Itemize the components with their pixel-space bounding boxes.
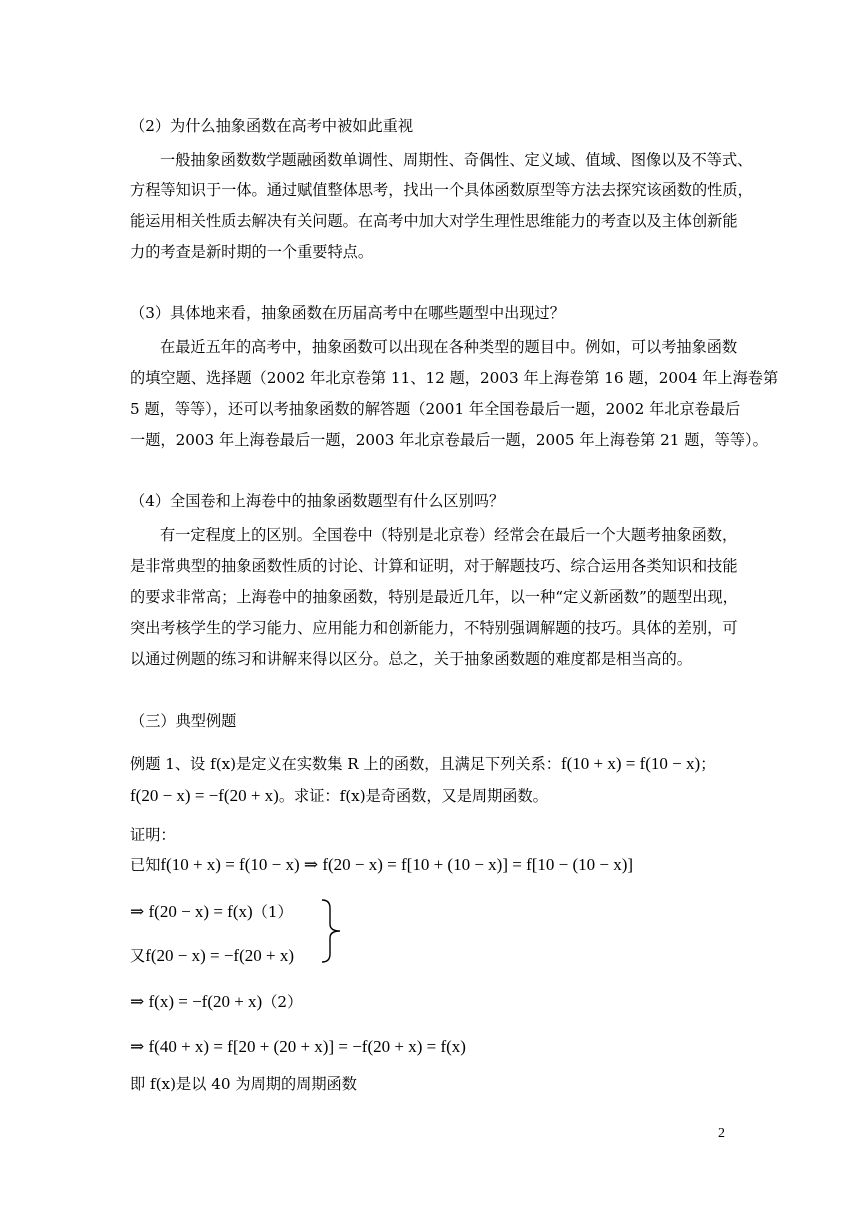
proof-step-2-tag: （1） xyxy=(252,903,293,921)
section-3-paragraph-line: 一题，2003 年上海卷最后一题，2003 年北京卷最后一题，2005 年上海卷第 21 题，等等）。 xyxy=(130,431,768,449)
proof-step-2-math: ⇒ f(20 − x) = f(x) xyxy=(130,902,253,921)
section-4-paragraph-line: 以通过例题的练习和讲解来得以区分。总之，关于抽象函数题的难度都是相当高的。 xyxy=(130,650,692,668)
right-brace xyxy=(318,898,346,964)
section-4-paragraph-line: 的要求非常高；上海卷中的抽象函数，特别是最近几年，以一种“定义新函数”的题型出现， xyxy=(130,588,738,606)
example-1-text: 例题 1、设 f(x)是定义在实数集 R 上的函数，且满足下列关系： xyxy=(130,755,561,773)
proof-step-3-math: f(20 − x) = −f(20 + x) xyxy=(145,946,295,965)
proof-step-3-prefix: 又 xyxy=(130,947,146,965)
example-1-condition-1: f(10 + x) = f(10 − x) xyxy=(560,754,701,773)
section-2-paragraph-line: 力的考查是新时期的一个重要特点。 xyxy=(130,243,373,261)
section-3-heading: （3）具体地来看，抽象函数在历届高考中在哪些题型中出现过？ xyxy=(130,304,565,322)
proof-label: 证明： xyxy=(130,826,176,844)
example-1-separator: ； xyxy=(700,755,716,773)
proof-step-1-math: f(10 + x) = f(10 − x) ⇒ f(20 − x) = f[10 + (10 − x)] = f[10 − (10 − x)] xyxy=(160,855,634,874)
proof-step-3 xyxy=(130,946,294,966)
proof-step-1-prefix: 已知 xyxy=(130,856,161,874)
proof-step-5-math: ⇒ f(40 + x) = f[20 + (20 + x)] = −f(20 + x) = f(x) xyxy=(130,1037,466,1056)
section-4-paragraph-line: 突出考核学生的学习能力、应用能力和创新能力，不特别强调解题的技巧。具体的差别，可 xyxy=(130,619,738,637)
proof-step-4-math: ⇒ f(x) = −f(20 + x) xyxy=(130,992,263,1011)
page-number: 2 xyxy=(718,1126,725,1141)
proof-step-1 xyxy=(130,855,633,875)
section-2-paragraph-line: 能运用相关性质去解决有关问题。在高考中加大对学生理性思维能力的考查以及主体创新能 xyxy=(130,212,738,230)
section-2-paragraph-line: 方程等知识于一体。通过赋值整体思考，找出一个具体函数原型等方法去探究该函数的性质， xyxy=(130,181,753,199)
proof-step-4 xyxy=(130,992,302,1012)
proof-step-4-tag: （2） xyxy=(262,993,303,1011)
section-3-paragraph-line: 5 题，等等），还可以考抽象函数的解答题（2001 年全国卷最后一题，2002 年北京卷最后 xyxy=(130,400,741,418)
proof-conclusion: 即 f(x)是以 40 为周期的周期函数 xyxy=(130,1075,357,1093)
section-4-paragraph-line: 是非常典型的抽象函数性质的讨论、计算和证明，对于解题技巧、综合运用各类知识和技能 xyxy=(130,557,738,575)
proof-step-2 xyxy=(130,902,293,922)
section-4-paragraph-line: 有一定程度上的区别。全国卷中（特别是北京卷）经常会在最后一个大题考抽象函数， xyxy=(160,526,738,544)
section-2-heading: （2）为什么抽象函数在高考中被如此重视 xyxy=(130,117,414,135)
section-3-paragraph-line: 在最近五年的高考中，抽象函数可以出现在各种类型的题目中。例如，可以考抽象函数 xyxy=(160,338,738,356)
section-2-paragraph-line: 一般抽象函数数学题融函数单调性、周期性、奇偶性、定义域、值域、图像以及不等式、 xyxy=(160,151,753,169)
section-4-heading: （4）全国卷和上海卷中的抽象函数题型有什么区别吗？ xyxy=(130,492,505,510)
example-1-statement-line-1 xyxy=(130,754,715,774)
example-1-goal: 。求证：f(x)是奇函数，又是周期函数。 xyxy=(278,787,548,805)
examples-heading: （三）典型例题 xyxy=(130,712,237,730)
proof-step-5 xyxy=(130,1037,466,1057)
section-3-paragraph-line: 的填空题、选择题（2002 年北京卷第 11、12 题，2003 年上海卷第 16 题，2004 年上海卷第 xyxy=(130,369,779,387)
example-1-condition-2: f(20 − x) = −f(20 + x) xyxy=(130,786,279,805)
example-1-statement-line-2 xyxy=(130,786,548,806)
